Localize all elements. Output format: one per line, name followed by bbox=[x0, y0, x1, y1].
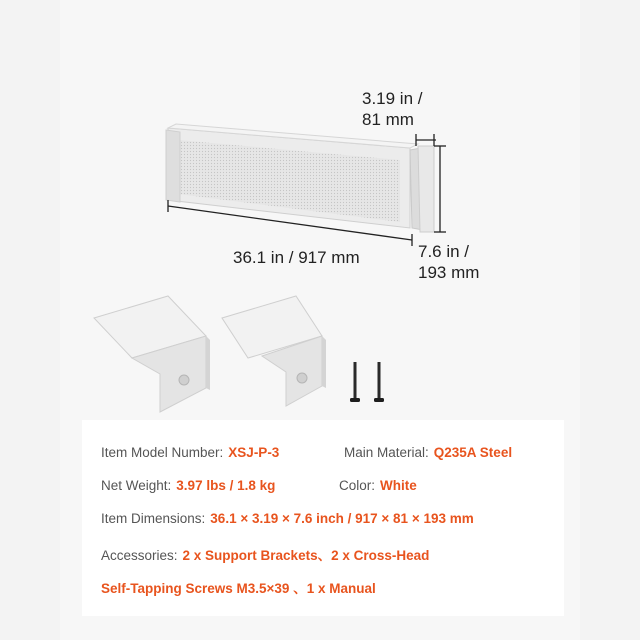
depth-metric: 81 mm bbox=[362, 110, 414, 129]
height-dimension-label bbox=[418, 241, 479, 283]
height-imperial: 7.6 in / bbox=[418, 242, 470, 261]
weight-label: Net Weight: bbox=[101, 478, 172, 493]
model-label: Item Model Number: bbox=[101, 445, 224, 460]
accessories-value-cont: Self-Tapping Screws M3.5×39 、1 x Manual bbox=[101, 581, 376, 596]
spec-row-dimensions bbox=[101, 511, 474, 526]
spec-row-color bbox=[339, 478, 417, 493]
weight-value: 3.97 lbs / 1.8 kg bbox=[176, 478, 276, 493]
depth-dimension-label bbox=[362, 88, 423, 130]
material-value: Q235A Steel bbox=[433, 445, 513, 460]
screw-right bbox=[374, 362, 384, 402]
spec-row-accessories bbox=[101, 544, 429, 564]
color-label: Color: bbox=[339, 478, 376, 493]
color-value: White bbox=[380, 478, 417, 493]
dimensions-value: 36.1 × 3.19 × 7.6 inch / 917 × 81 × 193 mm bbox=[210, 511, 474, 526]
heater-cover bbox=[166, 124, 434, 232]
spec-row-weight bbox=[101, 478, 275, 493]
spec-row-material bbox=[344, 445, 512, 460]
screw-left bbox=[350, 362, 360, 402]
material-label: Main Material: bbox=[344, 445, 429, 460]
support-bracket-right bbox=[222, 296, 326, 406]
accessories-label: Accessories: bbox=[101, 548, 178, 563]
height-metric: 193 mm bbox=[418, 263, 480, 282]
model-value: XSJ-P-3 bbox=[228, 445, 280, 460]
length-dimension-label: 36.1 in / 917 mm bbox=[233, 248, 360, 267]
support-bracket-left bbox=[94, 296, 210, 412]
spec-row-model bbox=[101, 445, 279, 460]
dimensions-label: Item Dimensions: bbox=[101, 511, 206, 526]
depth-imperial: 3.19 in / bbox=[362, 89, 423, 108]
accessories-value: 2 x Support Brackets、2 x Cross-Head bbox=[182, 548, 430, 563]
spec-card bbox=[82, 420, 564, 616]
spec-row-accessories-cont bbox=[101, 577, 376, 597]
